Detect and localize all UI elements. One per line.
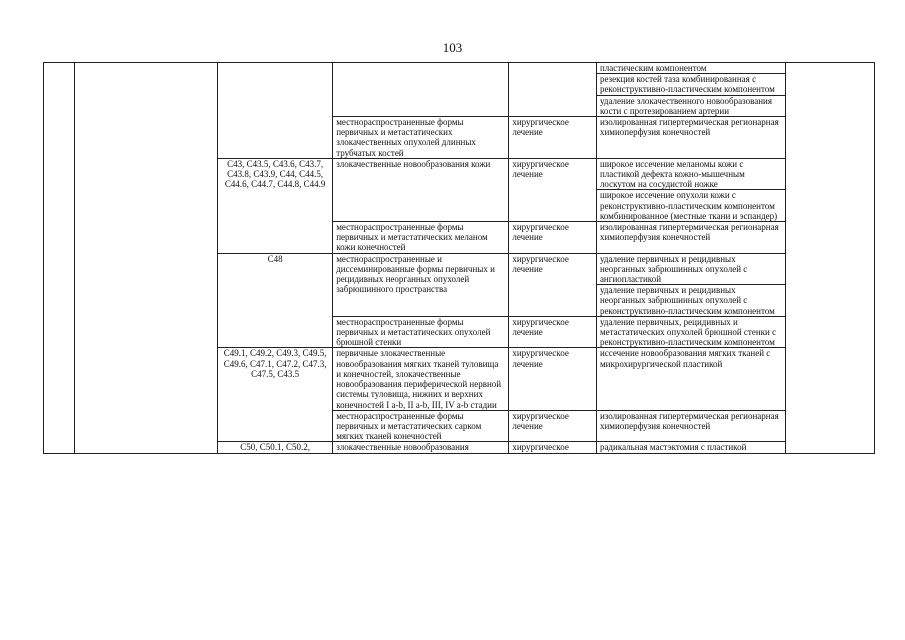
empty-cell-norm	[786, 63, 875, 454]
treatment-cell: хирургическое лечение	[509, 348, 597, 410]
medical-services-table	[43, 62, 875, 454]
method-cell: изолированная гипертермическая регионарная химиоперфузия конечностей	[596, 117, 785, 159]
icd-codes-cell: C43, C43.5, C43.6, C43.7, C43.8, C43.9, C44, C44.5, C44.6, C44.7, C44.8, C44.9	[218, 158, 333, 253]
diagnosis-cell: местнораспространенные формы первичных и метастатических сарком мягких тканей конечностей	[333, 410, 509, 442]
method-cell: пластическим компонентом	[596, 63, 785, 74]
diagnosis-cell: местнораспространенные формы первичных и метастатических меланом кожи конечностей	[333, 222, 509, 254]
diagnosis-cell: местнораспространенные и диссеминированные формы первичных и рецидивных неорганных опухолей забрюшинного пространства	[333, 253, 509, 316]
icd-codes-cell	[218, 63, 333, 159]
diagnosis-cell: местнораспространенные формы первичных и метастатических злокачественных опухолей длинных трубчатых костей	[333, 117, 509, 159]
treatment-cell: хирургическое лечение	[509, 253, 597, 316]
treatment-cell: хирургическое лечение	[509, 222, 597, 254]
empty-cell-number	[44, 63, 75, 454]
icd-codes-cell: C48	[218, 253, 333, 348]
method-cell: удаление первичных и рецидивных неорганных забрюшинных опухолей с ангиопластикой	[596, 253, 785, 285]
page-number: 103	[442, 40, 463, 55]
treatment-cell: хирургическое лечение	[509, 410, 597, 442]
diagnosis-cell: первичные злокачественные новообразования мягких тканей туловища и конечностей, злокачественные новообразования периферической нервной системы туловища, нижних и верхних конечностей I a-b, II a-b, III, IV a-b стадии	[333, 348, 509, 410]
treatment-cell: хирургическое	[509, 442, 597, 453]
method-cell: изолированная гипертермическая регионарная химиоперфузия конечностей	[596, 410, 785, 442]
diagnosis-cell	[333, 63, 509, 117]
icd-codes-cell: C49.1, C49.2, C49.3, C49.5, C49.6, C47.1, C47.2, C47.3, C47.5, C43.5	[218, 348, 333, 442]
empty-cell-group	[74, 63, 218, 454]
method-cell: резекция костей таза комбинированная с реконструктивно-пластическим компонентом	[596, 74, 785, 95]
treatment-cell: хирургическое лечение	[509, 158, 597, 221]
treatment-cell: хирургическое лечение	[509, 117, 597, 159]
treatment-cell	[509, 63, 597, 117]
treatment-cell: хирургическое лечение	[509, 316, 597, 348]
icd-codes-cell: C50, C50.1, C50.2,	[218, 442, 333, 453]
method-cell: изолированная гипертермическая регионарная химиоперфузия конечностей	[596, 222, 785, 254]
diagnosis-cell: злокачественные новообразования кожи	[333, 158, 509, 221]
method-cell: удаление злокачественного новообразования кости с протезированием артерии	[596, 95, 785, 116]
method-cell: иссечение новообразования мягких тканей с микрохирургической пластикой	[596, 348, 785, 410]
diagnosis-cell: злокачественные новообразования	[333, 442, 509, 453]
diagnosis-cell: местнораспространенные формы первичных и метастатических опухолей брюшной стенки	[333, 316, 509, 348]
method-cell: широкое иссечение опухоли кожи с реконструктивно-пластическим компонентом комбинированное (местные ткани и эспандер)	[596, 190, 785, 222]
table-row	[44, 63, 875, 74]
method-cell: радикальная мастэктомия с пластикой	[596, 442, 785, 453]
method-cell: удаление первичных и рецидивных неорганных забрюшинных опухолей с реконструктивно-пластическим компонентом	[596, 285, 785, 317]
method-cell: удаление первичных, рецидивных и метастатических опухолей брюшной стенки с реконструктивно-пластическим компонентом	[596, 316, 785, 348]
method-cell: широкое иссечение меланомы кожи с пластикой дефекта кожно-мышечным лоскутом на сосудистой ножке	[596, 158, 785, 190]
